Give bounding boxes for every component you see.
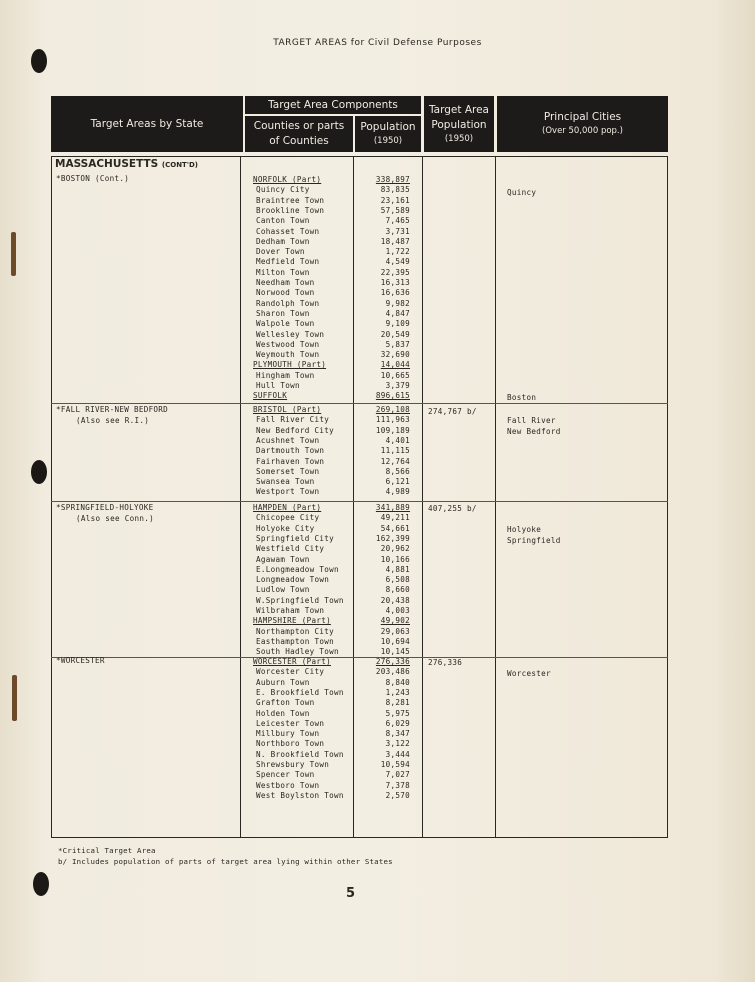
population-value: 11,115 xyxy=(380,446,410,456)
population-value: 3,731 xyxy=(385,226,410,236)
population-value: 10,166 xyxy=(380,554,410,564)
county-name: PLYMOUTH (Part) xyxy=(253,360,327,370)
population-value: 18,487 xyxy=(380,236,410,246)
population-value: 3,444 xyxy=(385,749,410,759)
population-value: 4,003 xyxy=(385,606,410,615)
section-divider xyxy=(51,403,668,404)
municipality-name: Swansea Town xyxy=(256,477,315,487)
target-area-name: *WORCESTER xyxy=(56,656,105,665)
population-value: 14,044 xyxy=(380,360,410,370)
population-value: 4,401 xyxy=(385,435,410,445)
municipality-name: E. Brookfield Town xyxy=(256,687,344,697)
column-divider xyxy=(422,156,423,838)
principal-city-list xyxy=(507,524,561,546)
municipality-name: Worcester City xyxy=(256,667,325,677)
municipality-name: E.Longmeadow Town xyxy=(256,564,339,574)
county-name: SUFFOLK xyxy=(253,391,288,401)
population-value: 269,108 xyxy=(375,405,410,414)
target-area-name: *SPRINGFIELD-HOLYOKE (Also see Conn.) xyxy=(56,503,154,523)
municipality-name: Agawam Town xyxy=(256,554,310,564)
population-value: 10,694 xyxy=(380,636,410,646)
population-value: 2,570 xyxy=(385,790,410,800)
population-value: 10,145 xyxy=(380,647,410,657)
population-value: 29,063 xyxy=(380,626,410,636)
municipality-name: Wellesley Town xyxy=(256,329,325,339)
population-value: 10,594 xyxy=(380,760,410,769)
population-value: 16,636 xyxy=(380,288,410,298)
header-target-area-population: Target Area Population (1950) xyxy=(424,96,494,152)
municipality-name: Weymouth Town xyxy=(256,350,320,360)
population-value: 20,549 xyxy=(380,329,410,339)
population-value: 20,962 xyxy=(380,544,410,554)
population-value: 1,722 xyxy=(385,247,410,257)
municipality-name: Longmeadow Town xyxy=(256,575,330,585)
municipality-name: Needham Town xyxy=(256,278,315,287)
municipality-name: Hull Town xyxy=(256,381,300,390)
municipality-name: W.Springfield Town xyxy=(256,595,344,605)
punch-hole xyxy=(31,460,47,484)
municipality-name: Spencer Town xyxy=(256,770,315,780)
population-value: 4,847 xyxy=(385,308,410,318)
municipality-name: Westwood Town xyxy=(256,339,320,349)
municipality-name: Northampton City xyxy=(256,626,334,636)
punch-hole xyxy=(33,872,49,896)
population-value: 109,189 xyxy=(375,425,410,435)
municipality-name: Springfield City xyxy=(256,533,334,543)
municipality-name: Grafton Town xyxy=(256,698,315,708)
municipality-name: Dover Town xyxy=(256,247,305,257)
population-value: 83,835 xyxy=(380,185,410,195)
population-value: 4,549 xyxy=(385,257,410,267)
population-value: 4,881 xyxy=(385,564,410,574)
municipality-name: Millbury Town xyxy=(256,729,320,739)
population-value: 341,889 xyxy=(375,503,410,512)
population-value: 5,975 xyxy=(385,708,410,718)
municipality-name: Fall River City xyxy=(256,415,330,425)
header-components-group: Target Area Components xyxy=(245,96,421,114)
principal-city: Fall River xyxy=(507,416,556,425)
header-principal-cities: Principal Cities (Over 50,000 pop.) xyxy=(497,96,668,152)
population-value: 12,764 xyxy=(380,456,410,466)
population-value: 23,161 xyxy=(380,195,410,205)
footnote-b: b/ Includes population of parts of target area lying within other States xyxy=(58,857,393,866)
population-value: 6,029 xyxy=(385,718,410,728)
target-area-population: 274,767 b/ xyxy=(428,407,477,416)
population-value: 6,121 xyxy=(385,477,410,487)
municipality-name: Hingham Town xyxy=(256,370,315,380)
county-name: BRISTOL (Part) xyxy=(253,405,322,414)
municipality-name: Quincy City xyxy=(256,185,310,195)
population-value: 7,027 xyxy=(385,770,410,780)
population-value: 3,122 xyxy=(385,739,410,749)
municipality-name: Wilbraham Town xyxy=(256,606,325,615)
county-name: HAMPSHIRE (Part) xyxy=(253,616,331,626)
principal-city-list xyxy=(507,415,561,437)
population-value: 7,465 xyxy=(385,216,410,226)
population-value: 6,508 xyxy=(385,575,410,585)
column-divider xyxy=(495,156,496,838)
population-value: 32,690 xyxy=(380,350,410,360)
footnote-critical: *Critical Target Area xyxy=(58,846,156,855)
population-value: 4,989 xyxy=(385,487,410,497)
municipality-name: Holyoke City xyxy=(256,523,315,533)
binding-mark xyxy=(11,232,16,276)
section-divider xyxy=(51,501,668,502)
population-value: 57,589 xyxy=(380,205,410,215)
county-name: HAMPDEN (Part) xyxy=(253,503,322,512)
municipality-name: Medfield Town xyxy=(256,257,320,267)
municipality-name: Chicopee City xyxy=(256,513,320,523)
population-value: 1,243 xyxy=(385,687,410,697)
municipality-name: Acushnet Town xyxy=(256,435,320,445)
state-name: MASSACHUSETTS (CONT'D) xyxy=(55,158,198,170)
municipality-name: Somerset Town xyxy=(256,466,320,476)
population-value: 896,615 xyxy=(375,391,410,401)
population-value: 9,982 xyxy=(385,298,410,308)
municipality-name: Holden Town xyxy=(256,708,310,718)
target-area-name: *FALL RIVER-NEW BEDFORD (Also see R.I.) xyxy=(56,405,169,425)
population-value: 8,660 xyxy=(385,585,410,595)
municipality-name: New Bedford City xyxy=(256,425,334,435)
principal-city: Worcester xyxy=(507,669,551,678)
municipality-name: Auburn Town xyxy=(256,677,310,687)
municipality-name: Dedham Town xyxy=(256,236,310,246)
municipality-name: West Boylston Town xyxy=(256,790,344,800)
principal-city: Springfield xyxy=(507,536,561,545)
target-area-population: 276,336 xyxy=(428,658,463,667)
population-value: 10,665 xyxy=(380,370,410,380)
principal-city: Holyoke xyxy=(507,525,542,534)
population-value: 7,378 xyxy=(385,780,410,790)
target-area-name: *BOSTON (Cont.) xyxy=(56,174,130,183)
population-value: 162,399 xyxy=(375,533,410,543)
municipality-name: Milton Town xyxy=(256,267,310,277)
population-value: 9,109 xyxy=(385,319,410,329)
municipality-name: Braintree Town xyxy=(256,195,325,205)
municipality-name: Norwood Town xyxy=(256,288,315,298)
municipality-name: N. Brookfield Town xyxy=(256,749,344,759)
header-target-areas: Target Areas by State xyxy=(51,96,243,152)
running-head: TARGET AREAS for Civil Defense Purposes xyxy=(273,38,482,48)
principal-city: Quincy xyxy=(507,188,537,197)
municipality-name: Easthampton Town xyxy=(256,636,334,646)
binding-mark xyxy=(12,675,17,721)
municipality-name: Randolph Town xyxy=(256,298,320,308)
municipality-name: Leicester Town xyxy=(256,718,325,728)
municipality-name: Walpole Town xyxy=(256,319,315,329)
population-value: 111,963 xyxy=(375,415,410,425)
municipality-name: Westport Town xyxy=(256,487,320,497)
principal-city: New Bedford xyxy=(507,427,561,436)
municipality-name: Westboro Town xyxy=(256,780,320,790)
population-value: 54,661 xyxy=(380,523,410,533)
punch-hole xyxy=(31,49,47,73)
municipality-name: Dartmouth Town xyxy=(256,446,325,456)
population-value: 203,486 xyxy=(375,667,410,677)
population-value: 5,837 xyxy=(385,339,410,349)
column-divider xyxy=(240,156,241,838)
population-value: 8,840 xyxy=(385,677,410,687)
municipality-name: Ludlow Town xyxy=(256,585,310,595)
municipality-name: Cohasset Town xyxy=(256,226,320,236)
population-value: 8,281 xyxy=(385,698,410,708)
municipality-name: Shrewsbury Town xyxy=(256,760,330,769)
target-area-population: 407,255 b/ xyxy=(428,504,477,513)
population-value: 3,379 xyxy=(385,381,410,390)
population-value: 8,347 xyxy=(385,729,410,739)
municipality-name: Westfield City xyxy=(256,544,325,554)
header-counties: Counties or parts of Counties xyxy=(245,116,353,152)
population-value: 276,336 xyxy=(375,657,410,666)
population-value: 22,395 xyxy=(380,267,410,277)
municipality-name: Brookline Town xyxy=(256,205,325,215)
municipality-name: Northboro Town xyxy=(256,739,325,749)
municipality-name: Fairhaven Town xyxy=(256,456,325,466)
population-value: 49,902 xyxy=(380,616,410,626)
page-number: 5 xyxy=(346,886,356,901)
municipality-name: South Hadley Town xyxy=(256,647,339,657)
county-name: NORFOLK (Part) xyxy=(253,175,322,184)
header-population: Population (1950) xyxy=(355,116,421,152)
municipality-name: Canton Town xyxy=(256,216,310,226)
population-value: 49,211 xyxy=(380,513,410,523)
principal-city: Boston xyxy=(507,393,537,402)
population-value: 20,438 xyxy=(380,595,410,605)
population-value: 8,566 xyxy=(385,466,410,476)
county-name: WORCESTER (Part) xyxy=(253,657,331,666)
population-value: 16,313 xyxy=(380,278,410,287)
municipality-name: Sharon Town xyxy=(256,308,310,318)
population-value: 338,897 xyxy=(375,175,410,184)
